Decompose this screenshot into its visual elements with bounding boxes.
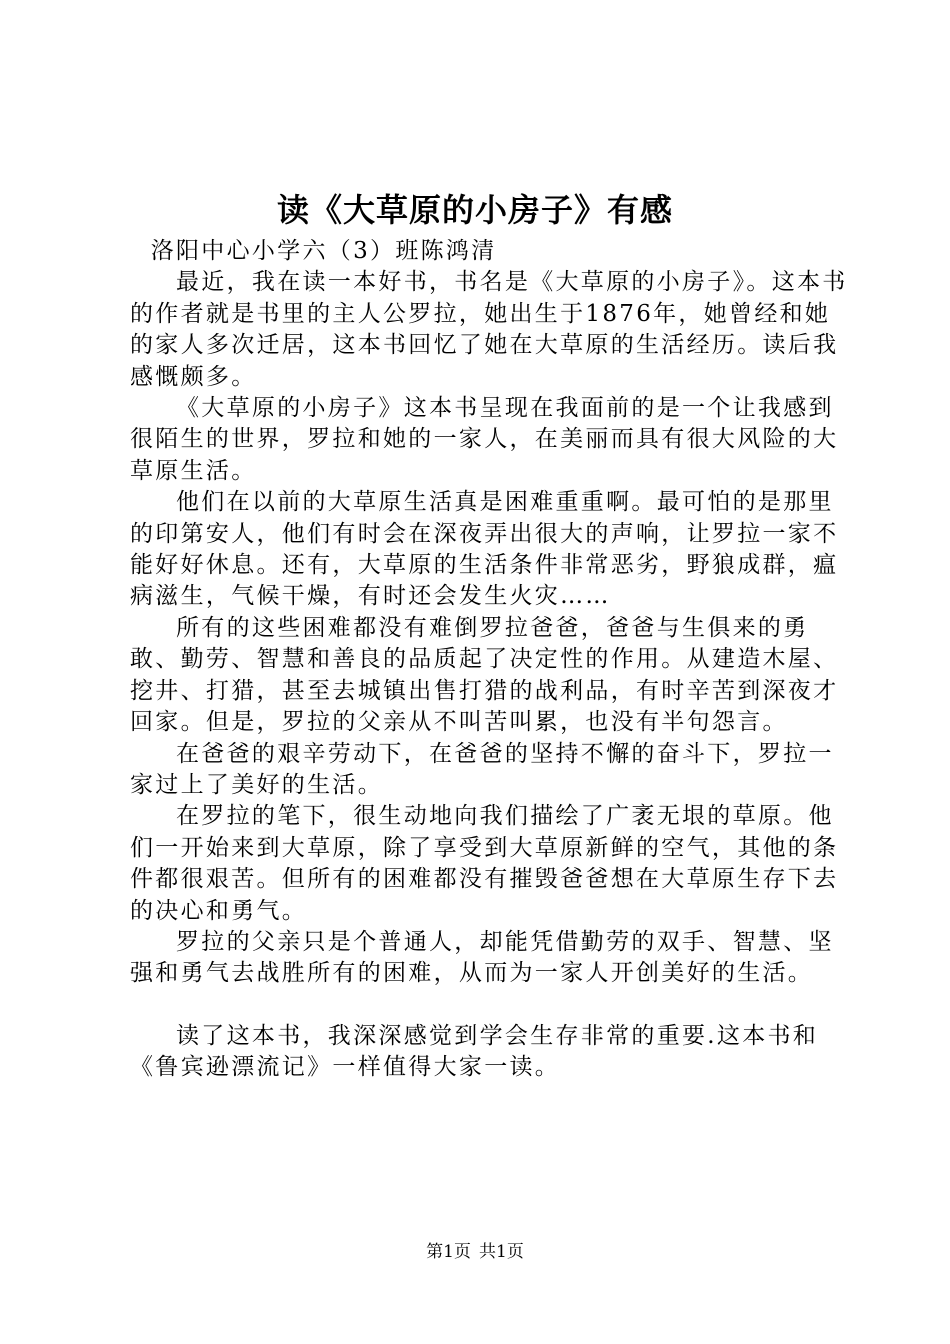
document-body: [130, 236, 850, 1084]
paragraph: 最近，我在读一本好书，书名是《大草原的小房子》。这本书的作者就是书里的主人公罗拉，她出生于1876年，她曾经和她的家人多次迁居，这本书回忆了她在大草原的生活经历。读后我感慨颇多。: [130, 269, 848, 390]
blank-line: [130, 990, 850, 1021]
paragraph: 读了这本书，我深深感觉到学会生存非常的重要.这本书和《鲁宾逊漂流记》一样值得大家一读。: [130, 1022, 819, 1081]
document-title: 读《大草原的小房子》有感: [276, 191, 673, 229]
paragraph: 所有的这些困难都没有难倒罗拉爸爸，爸爸与生俱来的勇敢、勤劳、智慧和善良的品质起了决定性的作用。从建造木屋、挖井、打猎，甚至去城镇出售打猎的战利品，有时辛苦到深夜才回家。但是，罗拉的父亲从不叫苦叫累，也没有半句怨言。: [130, 614, 839, 736]
page-number: 第1页: [426, 1242, 471, 1262]
paragraph: 罗拉的父亲只是个普通人，却能凭借勤劳的双手、智慧、坚强和勇气去战胜所有的困难，从而为一家人开创美好的生活。: [130, 928, 834, 987]
paragraph: 在罗拉的笔下，很生动地向我们描绘了广袤无垠的草原。他们一开始来到大草原，除了享受到大草原新鲜的空气，其他的条件都很艰苦。但所有的困难都没有摧毁爸爸想在大草原生存下去的决心和勇气。: [130, 803, 839, 924]
paragraph: 《大草原的小房子》这本书呈现在我面前的是一个让我感到很陌生的世界，罗拉和她的一家人，在美丽而具有很大风险的大草原生活。: [130, 395, 839, 484]
page-total: 共1页: [479, 1242, 524, 1262]
paragraph: 他们在以前的大草原生活真是困难重重啊。最可怕的是那里的印第安人，他们有时会在深夜弄出很大的声响，让罗拉一家不能好好休息。还有，大草原的生活条件非常恶劣，野狼成群，瘟病滋生，气候干燥，有时还会发生火灾……: [130, 489, 839, 610]
paragraph: 在爸爸的艰辛劳动下，在爸爸的坚持不懈的奋斗下，罗拉一家过上了美好的生活。: [130, 740, 834, 798]
page-footer: [0, 1240, 950, 1264]
author-line: 洛阳中心小学六（3）班陈鸿清: [150, 238, 497, 264]
